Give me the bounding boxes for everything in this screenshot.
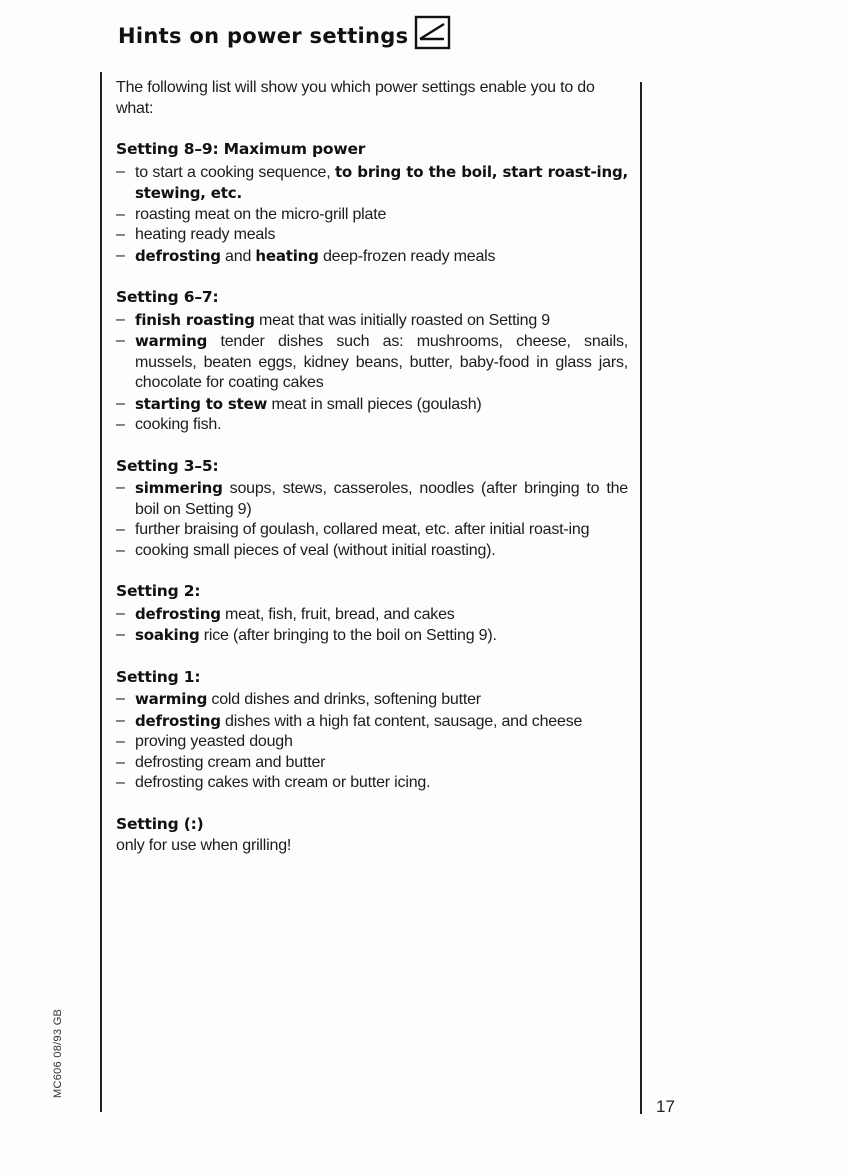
emphasis-text: defrosting [135,246,221,265]
setting-list [116,604,628,647]
item-text: to start a cooking sequence, [135,163,335,181]
item-text: cooking small pieces of veal (without initial roasting). [135,541,496,559]
setting-heading: Setting 1: [116,667,201,686]
list-item [116,331,628,394]
item-text: further braising of goulash, collared meat, etc. after initial roast-ing [135,521,590,538]
item-text: meat that was initially roasted on Setting 9 [254,311,550,329]
setting-heading: Setting 3–5: [116,456,219,475]
item-text: meat in small pieces (goulash) [267,395,482,413]
setting-section [116,814,628,857]
emphasis-text: warming [135,690,208,708]
item-text: dishes with a high fat content, sausage, and cheese [220,712,583,730]
setting-section [116,287,628,436]
emphasis-text: warming [135,332,208,350]
list-item [116,310,628,332]
setting-note: only for use when grilling! [116,837,292,854]
item-text: proving yeasted dough [135,733,293,750]
settings-sections [116,139,628,857]
list-item [116,711,628,733]
intro-paragraph: The following list will show you which power settings enable you to do what: [116,79,595,117]
setting-list [116,689,628,794]
setting-list [116,310,628,436]
list-item [116,604,628,626]
list-item [116,689,628,711]
list-item [116,520,628,541]
power-setting-symbol-icon [414,15,452,51]
left-margin-rule [100,72,102,1112]
emphasis-text: heating [255,246,319,265]
setting-heading: Setting 6–7: [116,288,219,306]
item-text: rice (after bringing to the boil on Setting 9). [199,627,497,644]
setting-heading: Setting 2: [116,582,201,600]
list-item [116,625,628,647]
list-item [116,415,628,436]
right-margin-rule [640,82,642,1114]
item-text: cooking fish. [135,416,222,433]
page-title [118,18,452,54]
item-text: and [220,247,256,265]
list-item [116,753,628,774]
emphasis-text: simmering [135,479,223,497]
list-item [116,225,628,246]
emphasis-text: soaking [135,626,200,644]
setting-heading: Setting (:) [116,814,204,833]
setting-section [116,667,628,794]
page-number: 17 [656,1097,675,1116]
emphasis-text: defrosting [135,711,221,730]
list-item [116,773,628,794]
item-text: heating ready meals [135,226,276,243]
list-item [116,732,628,753]
item-text: meat, fish, fruit, bread, and cakes [220,605,455,623]
item-text: defrosting cream and butter [135,753,326,771]
list-item [116,162,628,205]
item-text: tender dishes such as: mushrooms, cheese, snails, mussels, beaten eggs, kidney beans, butter, baby-food in glass jars, chocolate for coating cakes [135,333,628,391]
list-item [116,541,628,562]
list-item [116,478,628,520]
setting-section [116,456,628,562]
emphasis-text: starting to stew [135,394,268,413]
emphasis-text: defrosting [135,604,221,623]
item-text: roasting meat on the micro-grill plate [135,205,387,223]
setting-heading: Setting 8–9: Maximum power [116,140,366,158]
list-item [116,394,628,416]
settings-content [116,78,628,877]
item-text: deep-frozen ready meals [318,247,496,265]
item-text: cold dishes and drinks, softening butter [207,691,481,708]
emphasis-text: to bring to the boil, start roast-ing, stewing, etc. [135,162,628,202]
list-item [116,246,628,268]
list-item [116,205,628,226]
item-text: soups, stews, casseroles, noodles (after bringing to the boil on Setting 9) [135,480,628,518]
setting-section [116,139,628,267]
page-title-text: Hints on power settings [118,24,409,48]
emphasis-text: finish roasting [135,310,255,329]
setting-list [116,478,628,561]
setting-list [116,162,628,268]
item-text: defrosting cakes with cream or butter icing. [135,774,431,791]
setting-section [116,581,628,647]
document-code: MC606 08/93 GB [52,1008,64,1098]
